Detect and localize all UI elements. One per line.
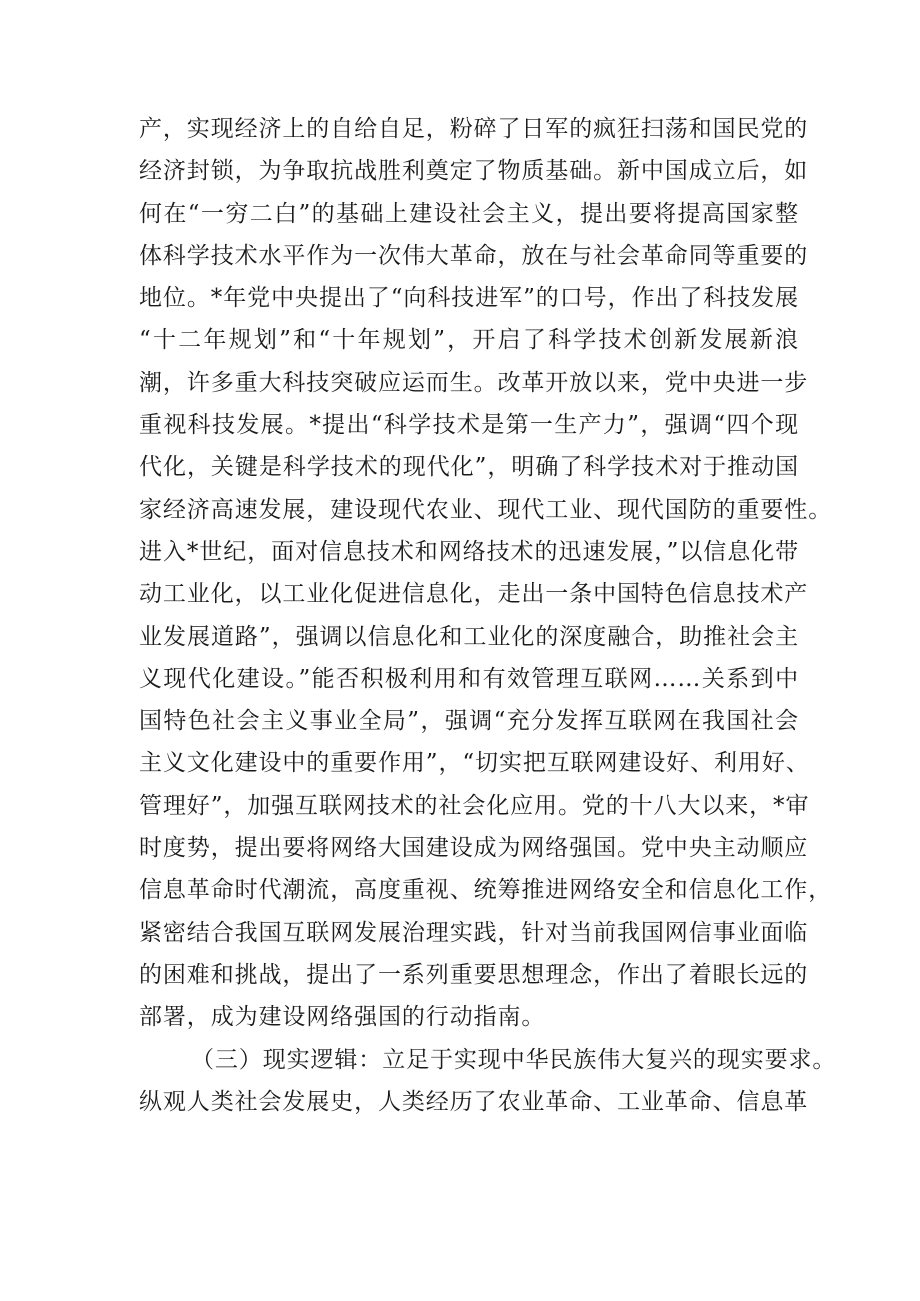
text-line: 的困难和挑战，提出了一系列重要思想理念，作出了着眼长远的 [139,961,809,988]
text-line: 经济封锁，为争取抗战胜利奠定了物质基础。新中国成立后，如 [139,158,809,185]
text-line: 时度势，提出要将网络大国建设成为网络强国。党中央主动顺应 [139,835,809,862]
text-line: 体科学技术水平作为一次伟大革命，放在与社会革命同等重要的 [139,242,809,269]
paragraph-last-line: 部署，成为建设网络强国的行动指南。 [139,1004,546,1031]
text-line: 业发展道路”，强调以信息化和工业化的深度融合，助推社会主 [139,623,799,650]
text-line: 信息革命时代潮流，高度重视、统筹推进网络安全和信息化工作， [139,877,833,904]
text-line: 潮，许多重大科技突破应运而生。改革开放以来，党中央进一步 [139,369,809,396]
section-heading-line: （三）现实逻辑：立足于实现中华民族伟大复兴的现实要求。 [191,1046,837,1073]
text-line: 重视科技发展。*提出“科学技术是第一生产力”，强调“四个现 [139,412,799,439]
body-text [139,108,837,1123]
text-line: 进入*世纪，面对信息技术和网络技术的迅速发展，”以信息化带 [139,538,799,565]
text-line: 国特色社会主义事业全局”，强调“充分发挥互联网在我国社会 [139,708,799,735]
text-line: 动工业化，以工业化促进信息化，走出一条中国特色信息技术产 [139,581,809,608]
text-line: 地位。*年党中央提出了“向科技进军”的口号，作出了科技发展 [139,285,799,312]
text-line: 何在“一穷二白”的基础上建设社会主义，提出要将提高国家整 [139,200,799,227]
text-line: 紧密结合我国互联网发展治理实践，针对当前我国网信事业面临 [139,919,809,946]
text-line: 产，实现经济上的自给自足，粉碎了日军的疯狂扫荡和国民党的 [139,116,809,142]
text-line: 家经济高速发展，建设现代农业、现代工业、现代国防的重要性。 [139,496,833,523]
text-line: 纵观人类社会发展史，人类经历了农业革命、工业革命、信息革 [139,1088,809,1115]
text-line: 管理好”，加强互联网技术的社会化应用。党的十八大以来，*审 [139,792,810,819]
text-line: 主义文化建设中的重要作用”，“切实把互联网建设好、利用好、 [139,750,810,777]
text-line: 义现代化建设。”能否积极利用和有效管理互联网……关系到中 [139,665,799,692]
text-line: “十二年规划”和“十年规划”，开启了科学技术创新发展新浪 [139,327,799,354]
text-line: 代化，关键是科学技术的现代化”，明确了科学技术对于推动国 [139,454,799,481]
